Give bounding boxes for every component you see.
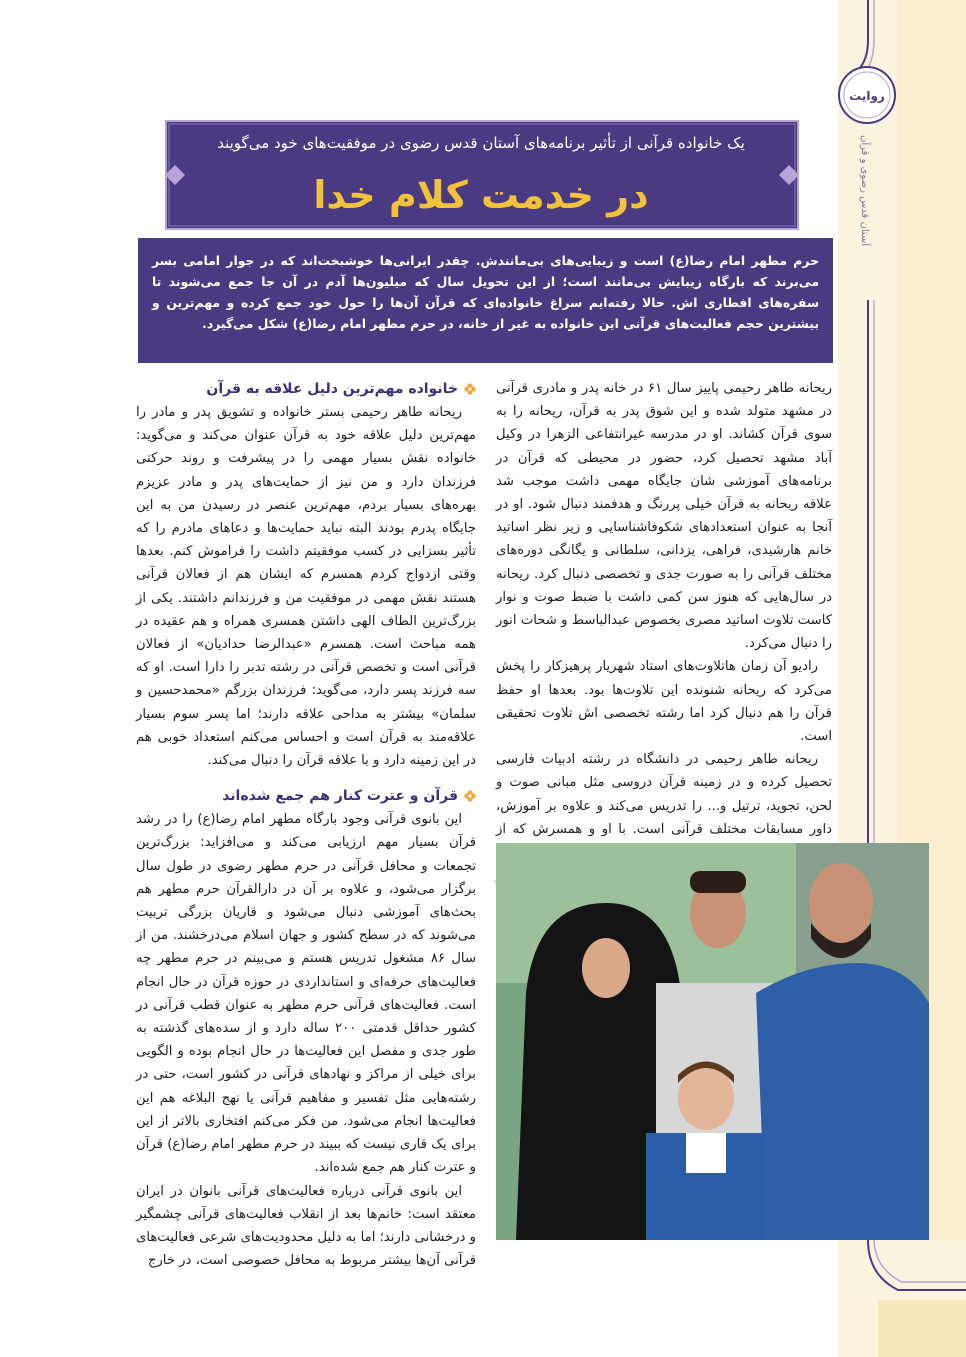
right-column: [496, 377, 832, 911]
body-paragraph: رادیو آن زمان هاتلاوت‌های استاد شهریار پرهیزکار را پخش می‌کرد که ریحانه شنونده این تلاوت‌ها بود. بعدها او حفظ قرآن را هم دنبال کرد اما رشته تخصصی اش تلاوت تحقیقی است.: [496, 659, 832, 745]
section-heading-text: قرآن و عترت کنار هم جمع شده‌اند: [222, 788, 458, 805]
side-vertical-label: آستان قدس رضوی و قرآن: [859, 135, 870, 247]
family-photo: [496, 843, 929, 1240]
flower-bullet-icon: [464, 383, 476, 395]
body-paragraph: ریحانه طاهر رحیمی پاییز سال ۶۱ در خانه پدر و مادری قرآنی در مشهد متولد شده و این شوق پدر به قرآن، ریحانه را به سوی قرآن کشاند. او در مدرسه غیرانتفاعی الزهرا در وکیل آباد مشهد تحصیل کرد، حضور در محیطی که قرآن در برنامه‌های آموزشی شان جایگاه مهمی داشت موجب شد علاقه ریحانه به قرآن خیلی پررنگ و هدفمند دنبال شود. او در آنجا به عنوان استعدادهای شکوفاشناسایی و زیر نظر اساتید خانم هارشیدی، فراهی، یزدانی، سلطانی و یگانگی دوره‌های مختلف قرآنی را به صورت جدی و تخصصی دنبال کرد. ریحانه در سال‌هایی که هنوز سن کمی داشت با ضبط صوت و نوار کاست تلاوت اساتید مصری بخصوص عبدالباسط و شحات انور را دنبال می‌کرد.: [496, 381, 832, 652]
flower-bullet-icon: [464, 790, 476, 802]
article-kicker: یک خانواده قرآنی از تأثیر برنامه‌های آستان قدس رضوی در موفقیت‌های خود می‌گویند: [217, 134, 745, 152]
magazine-logo: [836, 64, 898, 126]
section-heading-text: خانواده مهم‌ترین دلیل علاقه به قرآن: [206, 381, 458, 397]
left-column: [136, 377, 476, 1272]
body-paragraph: ریحانه طاهر رحیمی در دانشگاه در رشته ادبیات فارسی تحصیل کرده و در زمینه قرآن دروسی مثل مبانی صوت و لحن، تجوید، ترتیل و... را تدریس می‌کند و علاوه بر آموزش، داور مسابقات مختلف قرآنی است. با او و همسرش که از: [496, 752, 832, 837]
body-paragraph: این بانوی قرآنی وجود بارگاه مطهر امام رضا(ع) را در رشد قرآن بسیار مهم ارزیابی می‌کند و می‌افزاید: بزرگ‌ترین تجمعات و محافل قرآنی در حرم مطهر رضوی در طول سال برگزار می‌شود، و علاوه بر آن در دارالقرآن حرم مطهر هم بحث‌های آموزشی دنبال می‌شود و قاریان بزرگی تربیت می‌شوند که در سطح کشور و جهان اسلام می‌درخشند. من از سال ۸۶ مشغول تدریس هستم و می‌بینم در حرم مطهر چه فعالیت‌های حرفه‌ای و استانداردی در حوزه قرآن در حال انجام است. فعالیت‌های قرآنی حرم مطهر به عنوان قطب قرآنی در کشور حداقل قدمتی ۲۰۰ ساله دارد و از سده‌های گذشته به طور جدی و مفصل این فعالیت‌ها در حال انجام بوده و الگویی برای خیلی از مراکز و نهادهای قرآنی در کشور است، حتی در رشته‌هایی مثل تفسیر و مفاهیم قرآنی یا نهج البلاغه هم این فعالیت‌ها انجام می‌شود. من فکر می‌کنم افتخاری بالاتر از این برای یک قاری نیست که ببیند در حرم مطهر امام رضا(ع) قرآن و عترت کنار هم جمع شده‌اند.: [136, 812, 477, 1176]
section-heading: [136, 377, 476, 401]
bottom-corner-ornament: [838, 1240, 966, 1357]
spacer: [136, 772, 476, 784]
body-paragraph: ریحانه طاهر رحیمی بستر خانواده و تشویق پدر و مادر را مهم‌ترین دلیل علاقه خود به قرآن عنوان می‌کند و می‌گوید: خانواده نقش بسیار مهمی را در پیشرفت و روند حرکتی فرزندان دارد و من نیز از حمایت‌های پدر و مادر عزیزم بهره‌های بسیار بردم، مهم‌ترین عنصر در رسیدن من به این جایگاه پدرم بودند البته نباید حمایت‌ها و دعاهای مادرم را که تأثیر بسزایی در کسب موفقیتم داشت را فراموش کنم. بعدها وقتی ازدواج کردم همسرم که ایشان هم از فعالان قرآنی هستند نقش مهمی در موفقیت من و فرزندانم داشتند. یکی از بزرگ‌ترین الطاف الهی داشتن همسری همراه و هم عقیده در همه مباحث است. همسرم «عبدالرضا حدادیان» از فعالان قرآنی است و تخصص قرآنی در رشته تدبر را دارا است. او که سه فرزند پسر دارد، می‌گوید: فرزندان بزرگم «محمدحسین و سلمان» بیشتر به مداحی علاقه دارند؛ اما پسر سوم بسیار علاقه‌مند به قرآن است و احساس می‌کنم استعداد خوبی هم در این زمینه دارد و با علاقه قرآن را دنبال می‌کند.: [136, 405, 476, 769]
lead-box: [138, 238, 833, 363]
svg-text:روایت: روایت: [849, 89, 885, 103]
section-heading: [136, 784, 476, 808]
article-title: در خدمت کلام خدا: [313, 173, 649, 217]
lead-paragraph: حرم مطهر امام رضا(ع) است و زیبایی‌های بی‌مانندش. چقدر ایرانی‌ها خوشبخت‌اند که در جوار امامی بسر می‌برند که بارگاه زیبایش بی‌مانند است؛ از این تحویل سال که میلیون‌ها آدم در آن جا جمع می‌شوند تا سفره‌های افطاری اش. حالا رفته‌ایم سراغ خانواده‌ای که قرآن آن‌ها را حول خود جمع کرده و مهم‌ترین و بیشترین حجم فعالیت‌های قرآنی این خانواده به غیر از خانه، در حرم مطهر امام رضا(ع) شکل می‌گیرد.: [152, 253, 819, 331]
body-paragraph: این بانوی قرآنی درباره فعالیت‌های قرآنی بانوان در ایران معتقد است: خانم‌ها بعد از انقلاب فعالیت‌های قرآنی چشمگیر و درخشانی دارند؛ اما به دلیل محدودیت‌های شرعی فعالیت‌های قرآنی آن‌ها بیشتر مربوط به محافل خصوصی است، در خارج: [136, 1183, 476, 1269]
